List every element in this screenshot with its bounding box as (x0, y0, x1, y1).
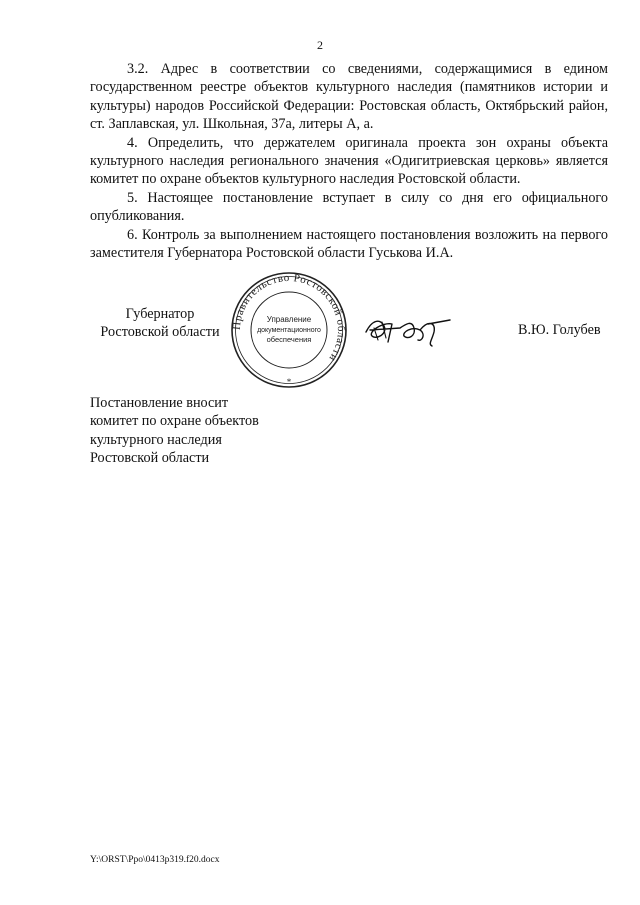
file-path-footer: Y:\ORST\Ppo\0413p319.f20.docx (90, 855, 220, 865)
seal-center-line2: документационного (257, 327, 321, 334)
submitter-line4: Ростовской области (90, 450, 210, 467)
handwritten-signature (362, 310, 454, 350)
signature-block (0, 270, 640, 390)
paragraph-5: 5. Настоящее постановление вступает в силу со дня его официального опубликования. (90, 189, 608, 225)
submitter-line2: комитет по охране объектов (90, 413, 259, 430)
governor-title-line2: Ростовской области (100, 324, 220, 341)
paragraph-6: 6. Контроль за выполнением настоящего постановления возложить на первого заместителя Губернатора Ростовской области Гуськова И.А. (90, 226, 608, 262)
paragraph-3-2: 3.2. Адрес в соответствии со сведениями, содержащимися в едином государственном реестре объектов культурного наследия (памятников истории и культуры) народов Российской Федерации: Ростовская область, Октябрьский район, ст. Заплавская, ул. Школьная, 37а, литеры А, а. (90, 61, 608, 133)
submitter-note (90, 394, 330, 468)
document-body (90, 60, 608, 262)
seal-center-line3: обеспечения (266, 335, 312, 344)
seal-star: * (286, 377, 292, 387)
official-seal (222, 270, 356, 390)
seal-ring-text: Правительство Ростовской области (230, 271, 348, 364)
submitter-line1: Постановление вносит (90, 395, 229, 411)
governor-title-line1: Губернатор (125, 306, 195, 322)
page-number: 2 (317, 38, 323, 52)
paragraph-4: 4. Определить, что держателем оригинала проекта зон охраны объекта культурного наследия регионального значения «Одигитриевская церковь» является комитет по охране объектов культурного наследия Ростовской области. (90, 134, 608, 188)
governor-name: В.Ю. Голубев (518, 322, 601, 338)
seal-center-line1: Управление (266, 315, 312, 324)
governor-title (90, 305, 230, 342)
submitter-line3: культурного наследия (90, 431, 222, 448)
